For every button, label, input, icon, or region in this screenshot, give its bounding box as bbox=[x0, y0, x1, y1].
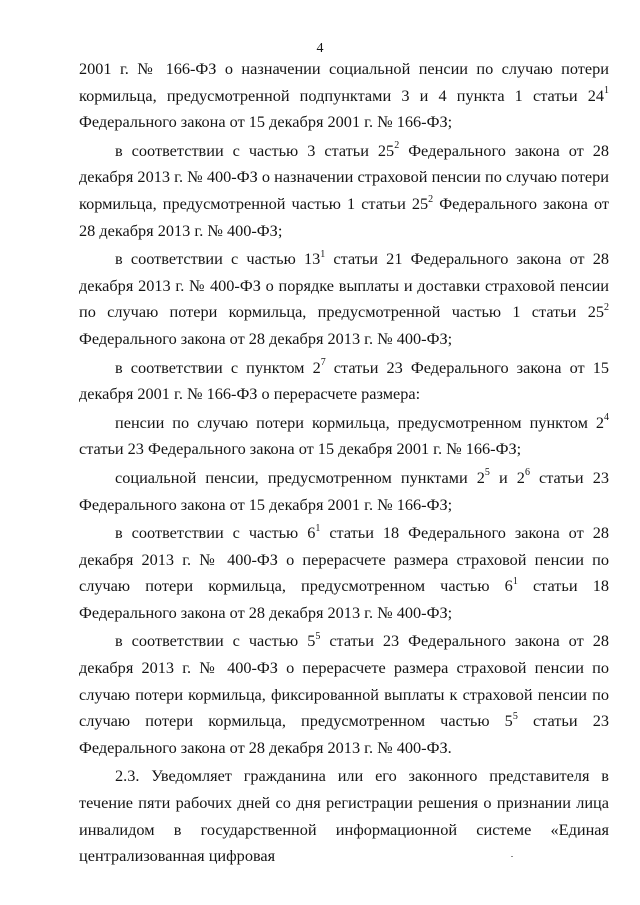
paragraph-part5-5-art23: в соответствии с частью $5^5$ статьи 23 Федерального закона от 28 декабря 2013 г. № 400-ФЗ о перерасчете размера страховой пенсии по случаю потери кормильца, фиксированной выплаты к страховой пенсии по случаю потери кормильца, предусмотренном частью $5^5$ статьи 23 Федерального закона от 28 декабря 2013 г. № 400-ФЗ. bbox=[79, 631, 609, 757]
paragraph-survivor-pension: пенсии по случаю потери кормильца, предусмотренном пунктом $2^4$ статьи 23 Федерального закона от 15 декабря 2001 г. № 166-ФЗ; bbox=[79, 412, 609, 459]
paragraph-part13-1-art21: в соответствии с частью $13^1$ статьи 21 Федерального закона от 28 декабря 2013 г. № 400-ФЗ о порядке выплаты и доставки страховой пенсии по случаю потери кормильца, предусмотренной частью 1 статьи $25^2$ Федерального закона от 28 декабря 2013 г. № 400-ФЗ; bbox=[79, 248, 609, 348]
paragraph-part6-1-art18: в соответствии с частью $6^1$ статьи 18 Федерального закона от 28 декабря 2013 г. № 400-ФЗ о перерасчете размера страховой пенсии по случаю потери кормильца, предусмотренном частью $6^1$ статьи 18 Федерального закона от 28 декабря 2013 г. № 400-ФЗ; bbox=[79, 522, 609, 622]
paragraph-part3-art25-2: в соответствии с частью 3 статьи $25^2$ Федерального закона от 28 декабря 2013 г. № 400-ФЗ о назначении страховой пенсии по случаю потери кормильца, предусмотренной частью 1 статьи $25^2$ Федерального закона от 28 декабря 2013 г. № 400-ФЗ; bbox=[79, 140, 610, 240]
scan-speck bbox=[511, 856, 513, 857]
page-number: 4 bbox=[316, 41, 324, 56]
paragraph-continuation: 2001 г. № 166-ФЗ о назначении социальной пенсии по случаю потери кормильца, предусмотренной подпунктами 3 и 4 пункта 1 статьи $24^1$ Федерального закона от 15 декабря 2001 г. № 166-ФЗ; bbox=[79, 59, 609, 132]
paragraph-social-pension: социальной пенсии, предусмотренном пунктами $2^5$ и $2^6$ статьи 23 Федерального закона от 15 декабря 2001 г. № 166-ФЗ; bbox=[79, 467, 609, 514]
paragraph-section-2-3: 2.3. Уведомляет гражданина или его законного представителя в течение пяти рабочих дней со дня регистрации решения о признании лица инвалидом в государственной информационной системе «Единая централизованная цифровая bbox=[79, 766, 609, 866]
document-body bbox=[79, 56, 609, 872]
paragraph-point2-7-art23: в соответствии с пунктом $2^7$ статьи 23 Федерального закона от 15 декабря 2001 г. № 166-ФЗ о перерасчете размера: bbox=[79, 357, 609, 404]
